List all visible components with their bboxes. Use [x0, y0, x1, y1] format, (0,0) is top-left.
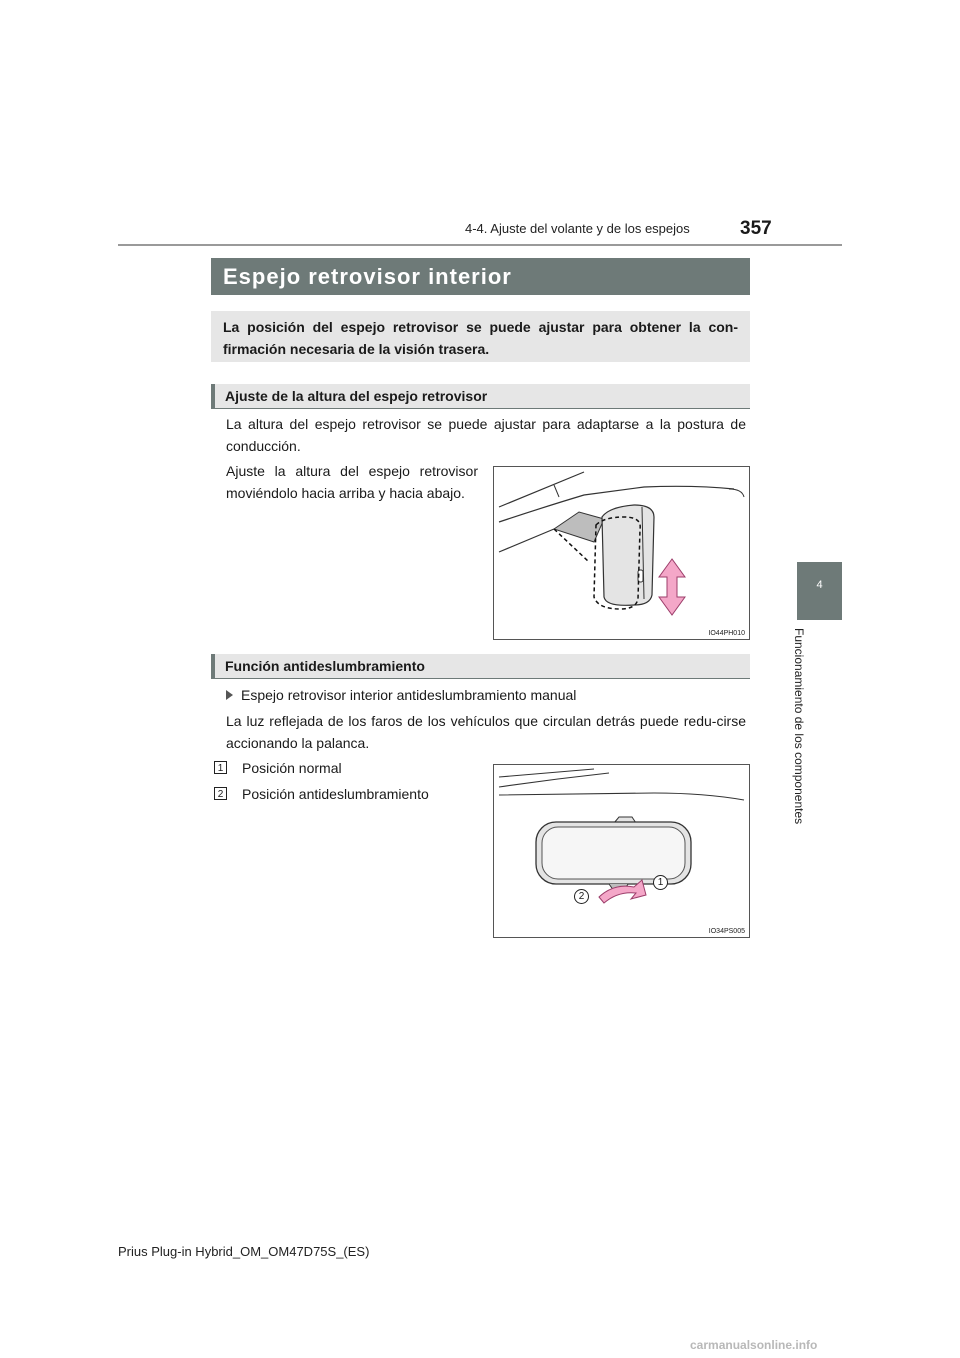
page-number: 357: [740, 218, 772, 239]
chapter-tab-label: Funcionamiento de los componentes: [792, 628, 806, 825]
section2-paragraph: La luz reflejada de los faros de los vehículos que circulan detrás puede redu-cirse accionando la palanca.: [226, 713, 746, 751]
figure-code: IO34PS005: [708, 928, 745, 935]
antiglare-mirror-illustration: [494, 765, 749, 937]
section1-instruction: Ajuste la altura del espejo retrovisor moviéndolo hacia arriba y hacia abajo.: [226, 463, 478, 501]
mirror-height-illustration: [494, 467, 749, 639]
figure-mirror-height: [493, 466, 750, 640]
list-item-label: Posición antideslumbramiento: [242, 786, 429, 802]
number-badge: 1: [214, 761, 227, 774]
bullet-item: [226, 684, 746, 706]
list-item-label: Posición normal: [242, 760, 342, 776]
figure-antiglare-mirror: [493, 764, 750, 938]
section-heading-antiglare: Función antideslumbramiento: [211, 654, 750, 679]
figure-code: IO44PH010: [708, 630, 745, 637]
running-header-section: 4-4. Ajuste del volante y de los espejos: [465, 221, 690, 236]
page-title: Espejo retrovisor interior: [211, 258, 750, 295]
watermark: carmanualsonline.info: [690, 1338, 818, 1352]
bullet-triangle-icon: [226, 690, 233, 700]
chapter-tab: 4: [797, 562, 842, 620]
figure-label-1: 1: [653, 875, 668, 890]
number-badge: 2: [214, 787, 227, 800]
bullet-text: Espejo retrovisor interior antideslumbramiento manual: [241, 687, 577, 703]
intro-box: La posición del espejo retrovisor se puede ajustar para obtener la con-firmación necesaria de la visión trasera.: [211, 311, 750, 362]
figure-label-2: 2: [574, 889, 589, 904]
section1-paragraph: La altura del espejo retrovisor se puede ajustar para adaptarse a la postura de conducción.: [226, 416, 746, 454]
footer-document-id: Prius Plug-in Hybrid_OM_OM47D75S_(ES): [118, 1244, 370, 1259]
header-divider: [118, 244, 842, 246]
section-heading-height: Ajuste de la altura del espejo retrovisor: [211, 384, 750, 409]
